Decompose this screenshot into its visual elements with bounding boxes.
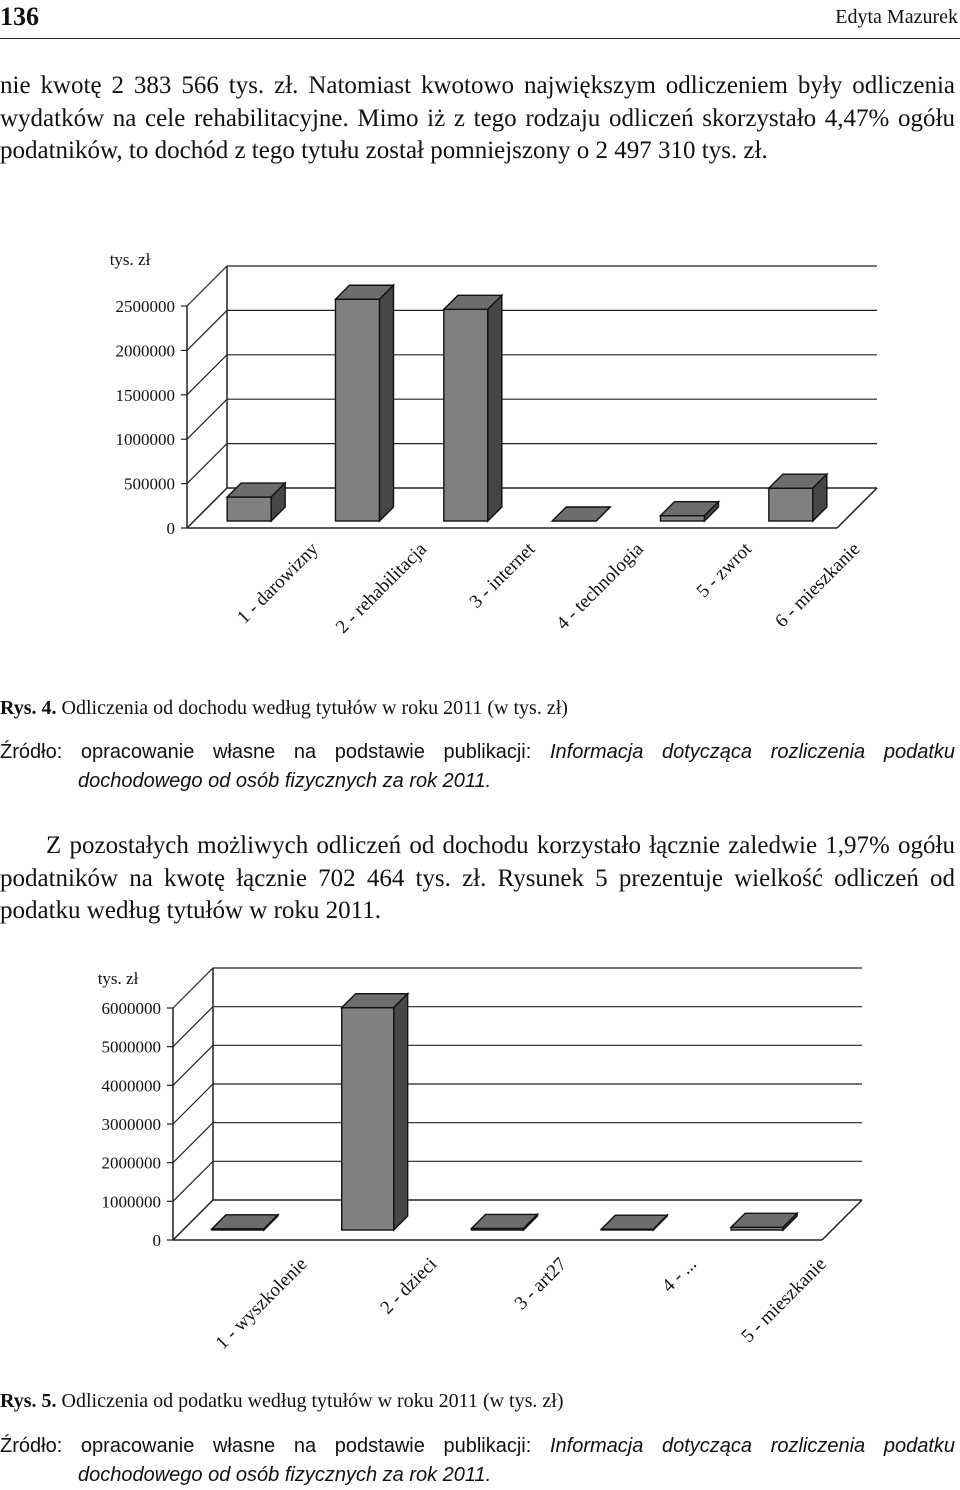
floor-right-edge-0 (837, 488, 877, 528)
floor-left-edge-1 (173, 1200, 213, 1240)
gridline-0-3 (187, 355, 877, 395)
bar-top-1-3 (601, 1215, 667, 1229)
back-wall-0 (227, 266, 877, 488)
figure-4-source-label: Źródło: (0, 741, 63, 763)
y-tick-label-1-6: 6000000 (101, 999, 161, 1018)
floor-left-edge-0 (187, 488, 227, 528)
figure-4-source-text: opracowanie własne na podstawie publikacji: (80, 741, 532, 763)
y-axis-unit-0: tys. zł (109, 250, 151, 269)
y-axis-unit-1: tys. zł (97, 969, 139, 988)
gridline-1-5 (173, 1007, 862, 1047)
figure-4-label: Rys. 4. (0, 697, 57, 719)
gridline-1-2 (173, 1123, 862, 1163)
category-label-0-1: 2 - rehabilitacja (331, 538, 432, 638)
figure-5-source-text: opracowanie własne na podstawie publikacji: (80, 1435, 532, 1457)
paragraph-1: nie kwotę 2 383 566 tys. zł. Natomiast kwotowo największym odliczeniem były odliczenia wydatków na cele rehabilitacyjne. Mimo iż z tego rodzaju odliczeń skorzystało 4,47% ogółu podatników, to dochód z tego tytułu został pomniejszony o 2 497 310 tys. zł. (0, 72, 955, 164)
category-label-1-3: 4 - ... (658, 1253, 701, 1297)
figure-5-source (0, 1432, 955, 1490)
floor-right-edge-1 (822, 1200, 862, 1240)
chart-deductions-from-tax (0, 960, 960, 1380)
bar-front-0-5 (769, 488, 813, 521)
bar-top-0-3 (552, 507, 610, 521)
bar-front-0-0 (227, 497, 271, 521)
figure-5-label: Rys. 5. (0, 1390, 57, 1412)
bar-side-0-2 (488, 295, 502, 521)
gridline-0-5 (187, 266, 877, 306)
gridline-1-3 (173, 1084, 862, 1124)
category-label-1-1: 2 - dzieci (376, 1253, 442, 1319)
page-number: 136 (0, 2, 39, 31)
category-label-0-3: 4 - technologia (552, 538, 648, 635)
y-tick-label-0-4: 2000000 (115, 341, 175, 361)
category-label-0-0: 1 - darowizny (233, 538, 323, 629)
bar-front-0-1 (336, 299, 380, 521)
page-header (0, 0, 960, 39)
bar-front-0-2 (444, 309, 488, 521)
y-tick-label-1-1: 1000000 (101, 1192, 161, 1212)
y-tick-label-1-2: 2000000 (101, 1153, 161, 1173)
y-tick-label-0-1: 500000 (124, 474, 175, 494)
y-tick-label-0-0: 0 (166, 519, 175, 538)
figure-4-source (0, 738, 955, 796)
y-tick-label-1-4: 4000000 (101, 1076, 161, 1096)
category-label-0-4: 5 - zwrot (692, 538, 757, 603)
category-label-1-0: 1 - wyszkolenie (211, 1253, 312, 1354)
y-tick-label-1-0: 0 (152, 1231, 161, 1250)
figure-5-source-label: Źródło: (0, 1435, 63, 1457)
gridline-1-6 (173, 968, 862, 1008)
figure-4-source-title: Informacja dotycząca rozliczenia podatku dochodowego od osób fizycznych za rok 2011. (78, 741, 955, 792)
figure-5-caption (0, 1390, 563, 1413)
chart-deductions-from-income (0, 240, 960, 680)
figure-4-title: Odliczenia od dochodu według tytułów w roku 2011 (w tys. zł) (61, 697, 568, 719)
y-tick-label-1-5: 5000000 (101, 1037, 161, 1057)
gridline-1-1 (173, 1161, 862, 1201)
y-tick-label-0-3: 1500000 (115, 385, 175, 405)
y-tick-label-0-2: 1000000 (115, 430, 175, 450)
bar-front-1-1 (342, 1008, 394, 1230)
gridline-0-1 (187, 444, 877, 484)
y-tick-label-0-5: 2500000 (115, 297, 175, 316)
figure-5-title: Odliczenia od podatku według tytułów w roku 2011 (w tys. zł) (61, 1390, 564, 1412)
bar-side-0-1 (380, 285, 394, 521)
figure-5-source-title: Informacja dotycząca rozliczenia podatku dochodowego od osób fizycznych za rok 2011. (78, 1435, 955, 1486)
gridline-1-4 (173, 1045, 862, 1085)
bar-front-0-4 (661, 516, 705, 521)
figure-4-caption (0, 697, 568, 720)
category-label-0-2: 3 - internet (465, 538, 540, 613)
y-tick-label-1-3: 3000000 (101, 1115, 161, 1134)
running-author: Edyta Mazurek (835, 6, 958, 28)
category-label-1-2: 3 - art27 (510, 1253, 572, 1315)
gridline-0-2 (187, 399, 877, 439)
category-label-0-5: 6 - mieszkanie (771, 538, 865, 632)
category-label-1-4: 5 - mieszkanie (737, 1253, 831, 1347)
bar-side-1-1 (394, 994, 408, 1230)
paragraph-2: Z pozostałych możliwych odliczeń od dochodu korzystało łącznie zaledwie 1,97% ogółu podatników na kwotę łącznie 702 464 tys. zł. Rysunek 5 prezentuje wielkość odliczeń od podatku według tytułów w roku 2011. (0, 832, 955, 924)
gridline-0-4 (187, 310, 877, 350)
